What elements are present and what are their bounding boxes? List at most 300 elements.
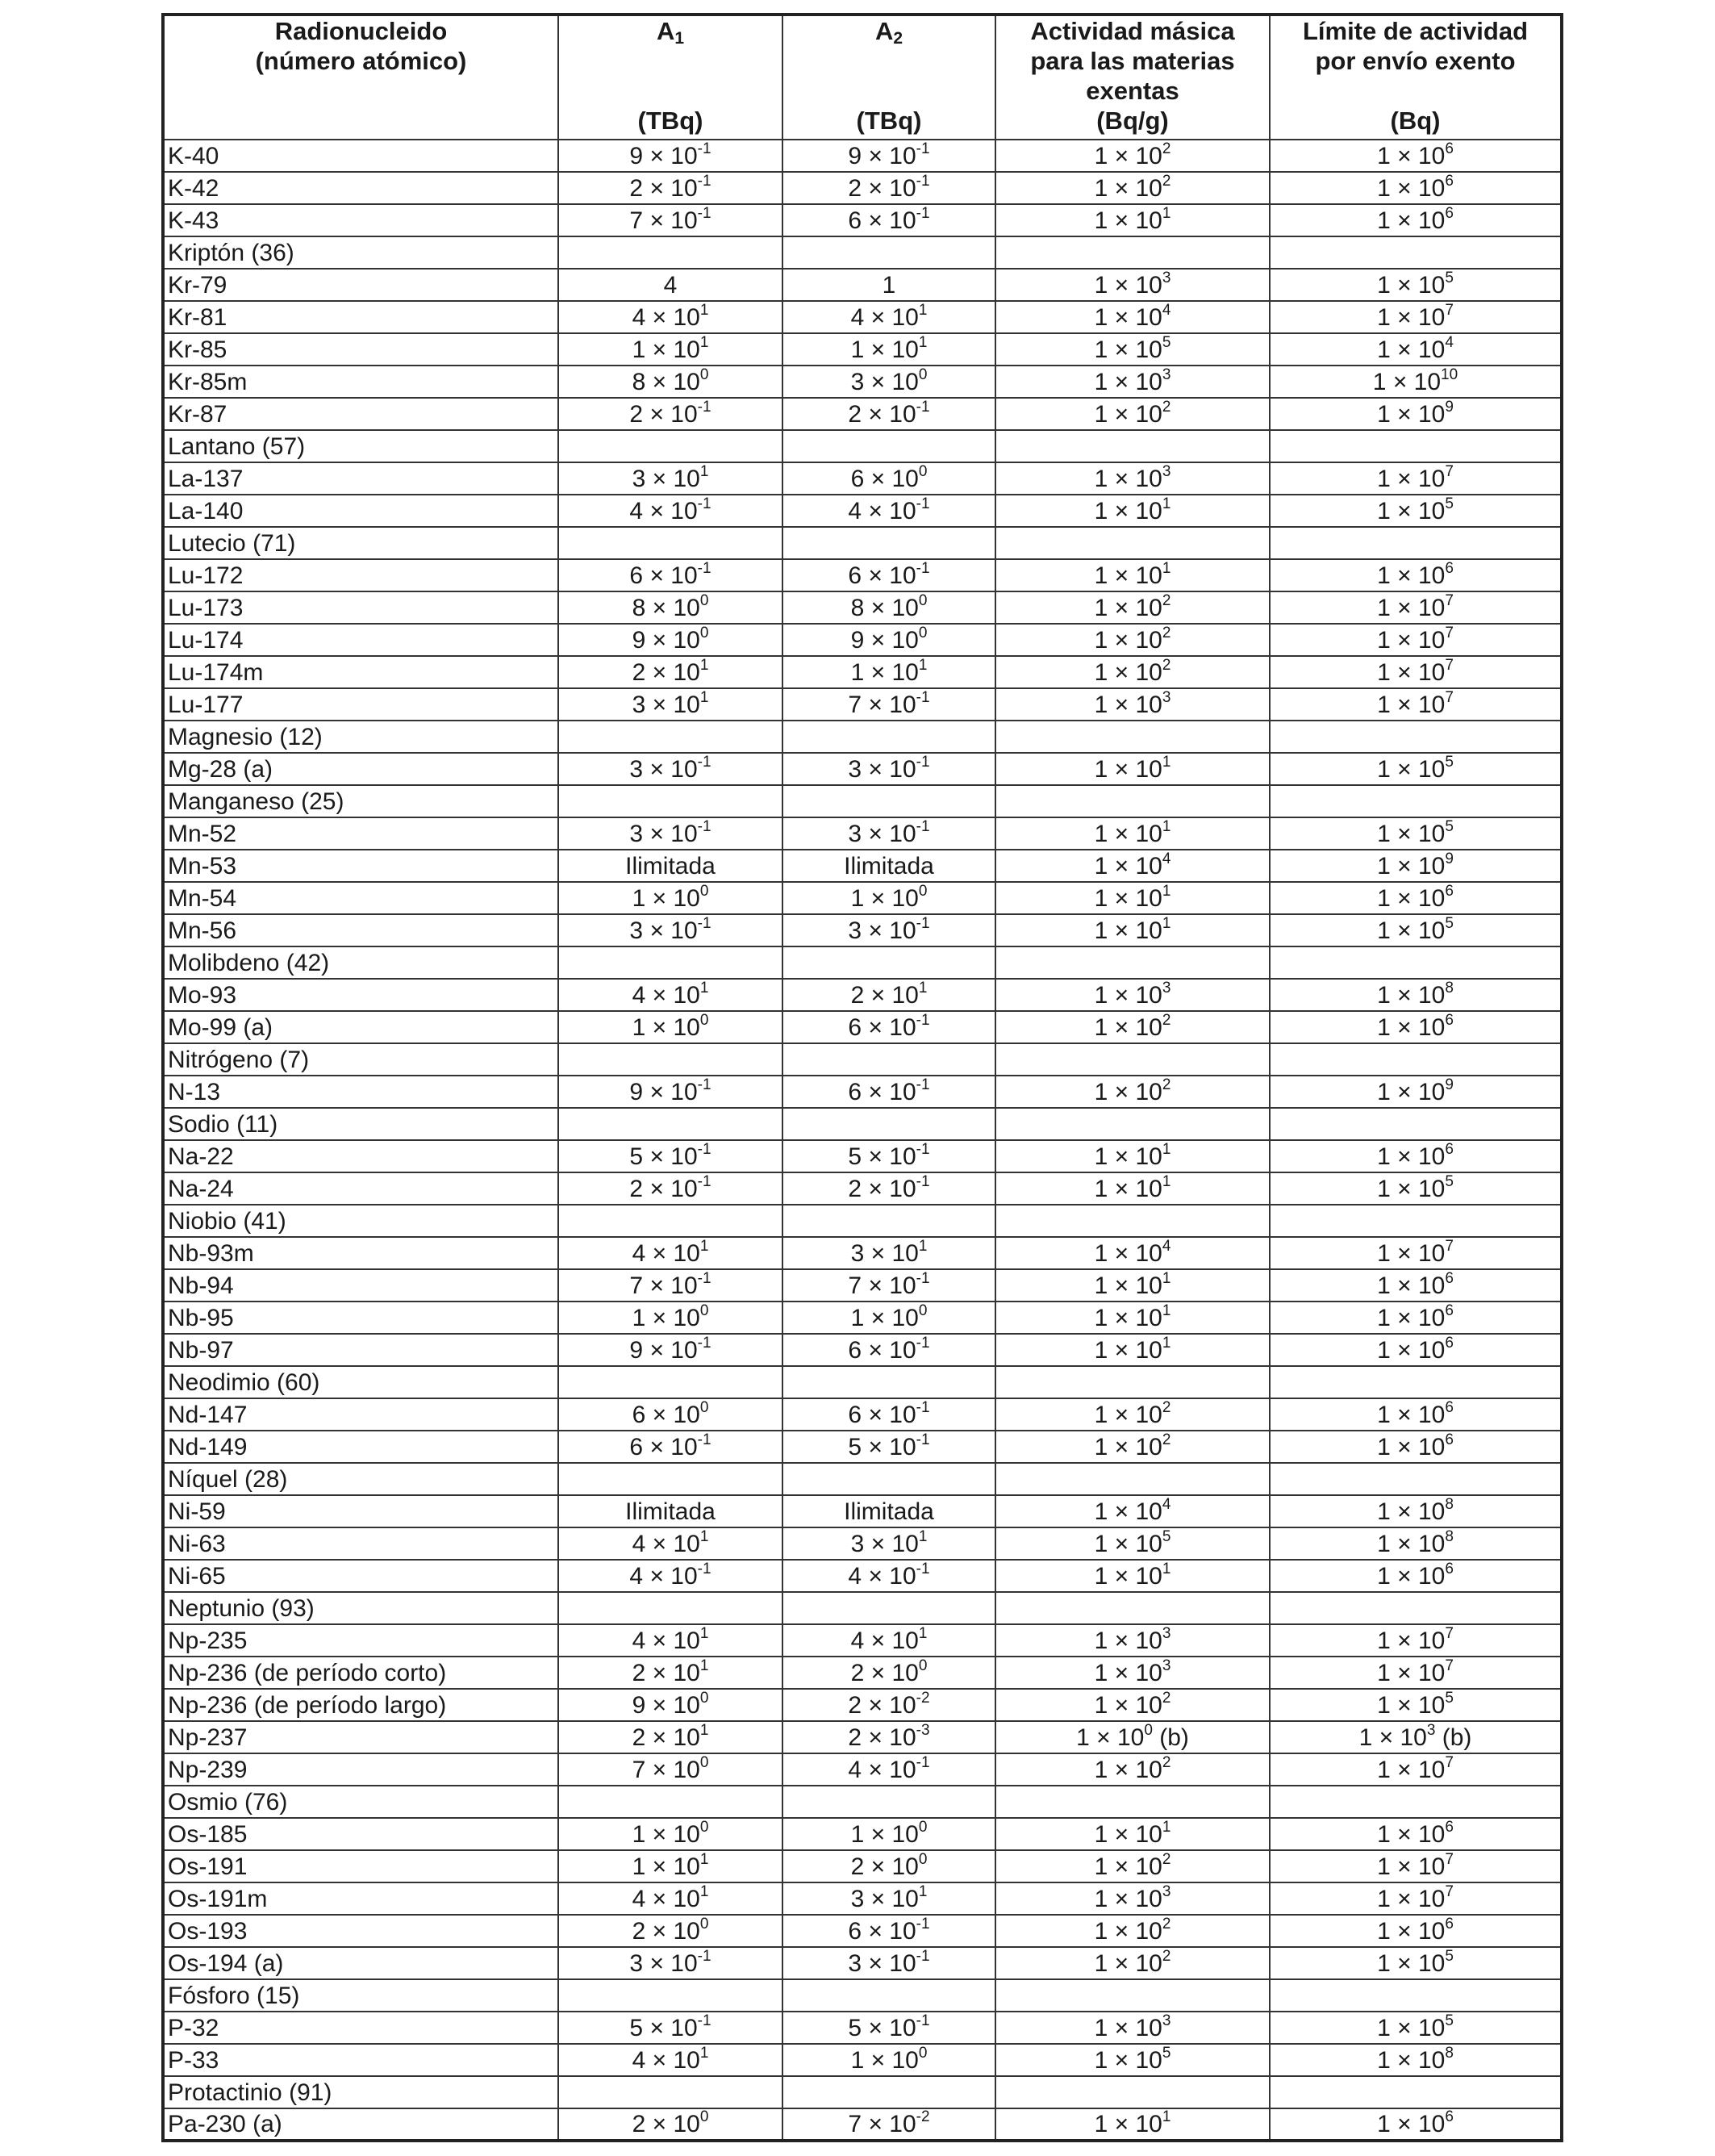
mass-activity-cell: $1 \times 10^0$ (b) bbox=[995, 1721, 1270, 1753]
a2-cell: $6 \times 10^{-1}$ bbox=[782, 1076, 995, 1108]
header-mass-line: exentas bbox=[1086, 77, 1179, 105]
a2-cell: $1 \times 10^1$ bbox=[782, 656, 995, 688]
nuclide-cell: Osmio (76) bbox=[163, 1786, 558, 1818]
mass-activity-cell: $1 \times 10^1$ bbox=[995, 1269, 1270, 1302]
table-row bbox=[163, 1076, 1562, 1108]
table-row bbox=[163, 1527, 1562, 1560]
nuclide-cell: Mo-99 (a) bbox=[163, 1011, 558, 1043]
a1-cell: $7 \times 10^0$ bbox=[558, 1753, 782, 1786]
mass-activity-cell: $1 \times 10^4$ bbox=[995, 301, 1270, 333]
mass-activity-cell: $1 \times 10^3$ bbox=[995, 979, 1270, 1011]
a2-cell: $3 \times 10^1$ bbox=[782, 1527, 995, 1560]
activity-limit-cell: $1 \times 10^5$ bbox=[1270, 753, 1562, 785]
table-row bbox=[163, 1882, 1562, 1915]
a1-cell bbox=[558, 527, 782, 559]
nuclide-cell: Mg-28 (a) bbox=[163, 753, 558, 785]
a2-cell: $1 \times 10^1$ bbox=[782, 333, 995, 366]
nuclide-cell: Ni-59 bbox=[163, 1495, 558, 1527]
header-activity-limit bbox=[1270, 15, 1562, 140]
a1-cell: $2 \times 10^0$ bbox=[558, 2108, 782, 2141]
nuclide-cell: Os-191m bbox=[163, 1882, 558, 1915]
mass-activity-cell: $1 \times 10^2$ bbox=[995, 1076, 1270, 1108]
a2-cell bbox=[782, 1366, 995, 1398]
table-row bbox=[163, 140, 1562, 172]
mass-activity-cell: $1 \times 10^2$ bbox=[995, 1689, 1270, 1721]
a1-cell: $4 \times 10^{-1}$ bbox=[558, 495, 782, 527]
a1-cell: $6 \times 10^0$ bbox=[558, 1398, 782, 1431]
a2-cell: $7 \times 10^{-2}$ bbox=[782, 2108, 995, 2141]
a1-cell: $9 \times 10^{-1}$ bbox=[558, 1076, 782, 1108]
activity-limit-cell: $1 \times 10^7$ bbox=[1270, 301, 1562, 333]
a2-cell: 1 bbox=[782, 269, 995, 301]
activity-limit-cell: $1 \times 10^7$ bbox=[1270, 1624, 1562, 1657]
nuclide-cell: Lu-173 bbox=[163, 591, 558, 624]
a2-cell: $6 \times 10^0$ bbox=[782, 462, 995, 495]
table-row bbox=[163, 914, 1562, 946]
activity-limit-cell bbox=[1270, 1786, 1562, 1818]
activity-limit-cell bbox=[1270, 1592, 1562, 1624]
nuclide-cell: Ni-65 bbox=[163, 1560, 558, 1592]
a1-cell: $8 \times 10^0$ bbox=[558, 591, 782, 624]
table-row bbox=[163, 1302, 1562, 1334]
element-group-row bbox=[163, 1979, 1562, 2012]
nuclide-cell: Kriptón (36) bbox=[163, 236, 558, 269]
header-limit-line: Límite de actividad bbox=[1302, 17, 1529, 45]
a2-cell: $4 \times 10^1$ bbox=[782, 301, 995, 333]
a1-cell: $6 \times 10^{-1}$ bbox=[558, 559, 782, 591]
activity-limit-cell: $1 \times 10^6$ bbox=[1270, 1302, 1562, 1334]
mass-activity-cell: $1 \times 10^2$ bbox=[995, 140, 1270, 172]
a2-cell: $4 \times 10^{-1}$ bbox=[782, 1753, 995, 1786]
activity-limit-cell: $1 \times 10^6$ bbox=[1270, 1334, 1562, 1366]
a1-cell bbox=[558, 1205, 782, 1237]
mass-activity-cell bbox=[995, 1366, 1270, 1398]
activity-limit-cell: $1 \times 10^5$ bbox=[1270, 2012, 1562, 2044]
activity-limit-cell bbox=[1270, 1205, 1562, 1237]
table-row bbox=[163, 1947, 1562, 1979]
a1-cell: $7 \times 10^{-1}$ bbox=[558, 1269, 782, 1302]
activity-limit-cell bbox=[1270, 1108, 1562, 1140]
a2-cell: $3 \times 10^{-1}$ bbox=[782, 753, 995, 785]
mass-activity-cell: $1 \times 10^1$ bbox=[995, 753, 1270, 785]
activity-limit-cell: $1 \times 10^6$ bbox=[1270, 1269, 1562, 1302]
mass-activity-cell: $1 \times 10^2$ bbox=[995, 624, 1270, 656]
nuclide-cell: Níquel (28) bbox=[163, 1463, 558, 1495]
a2-cell: $2 \times 10^1$ bbox=[782, 979, 995, 1011]
activity-limit-cell: $1 \times 10^7$ bbox=[1270, 624, 1562, 656]
table-row bbox=[163, 462, 1562, 495]
element-group-row bbox=[163, 2076, 1562, 2108]
activity-limit-cell: $1 \times 10^6$ bbox=[1270, 204, 1562, 236]
nuclide-cell: Niobio (41) bbox=[163, 1205, 558, 1237]
mass-activity-cell: $1 \times 10^1$ bbox=[995, 914, 1270, 946]
nuclide-cell: N-13 bbox=[163, 1076, 558, 1108]
mass-activity-cell: $1 \times 10^3$ bbox=[995, 1657, 1270, 1689]
table-row bbox=[163, 1237, 1562, 1269]
element-group-row bbox=[163, 1043, 1562, 1076]
nuclide-cell: Na-24 bbox=[163, 1172, 558, 1205]
a2-cell: $6 \times 10^{-1}$ bbox=[782, 1334, 995, 1366]
a2-cell: $1 \times 10^0$ bbox=[782, 1302, 995, 1334]
a2-cell bbox=[782, 1205, 995, 1237]
activity-limit-cell bbox=[1270, 721, 1562, 753]
nuclide-cell: Molibdeno (42) bbox=[163, 946, 558, 979]
activity-limit-cell: $1 \times 10^6$ bbox=[1270, 2108, 1562, 2141]
a1-cell: $5 \times 10^{-1}$ bbox=[558, 2012, 782, 2044]
a2-cell bbox=[782, 1108, 995, 1140]
table-row bbox=[163, 591, 1562, 624]
a2-cell: $3 \times 10^{-1}$ bbox=[782, 817, 995, 850]
nuclide-cell: Np-235 bbox=[163, 1624, 558, 1657]
mass-activity-cell: $1 \times 10^3$ bbox=[995, 366, 1270, 398]
mass-activity-cell bbox=[995, 1592, 1270, 1624]
table-row bbox=[163, 2108, 1562, 2141]
activity-limit-cell bbox=[1270, 946, 1562, 979]
header-mass-activity bbox=[995, 15, 1270, 140]
activity-limit-cell: $1 \times 10^5$ bbox=[1270, 817, 1562, 850]
activity-limit-cell: $1 \times 10^5$ bbox=[1270, 1172, 1562, 1205]
nuclide-cell: Os-193 bbox=[163, 1915, 558, 1947]
a1-cell: $8 \times 10^0$ bbox=[558, 366, 782, 398]
table-row bbox=[163, 1850, 1562, 1882]
a2-cell: $3 \times 10^{-1}$ bbox=[782, 1947, 995, 1979]
nuclide-cell: Kr-87 bbox=[163, 398, 558, 430]
activity-limit-cell: $1 \times 10^8$ bbox=[1270, 979, 1562, 1011]
element-group-row bbox=[163, 527, 1562, 559]
nuclide-cell: Mn-54 bbox=[163, 882, 558, 914]
a2-cell bbox=[782, 1979, 995, 2012]
activity-limit-cell bbox=[1270, 527, 1562, 559]
activity-limit-cell: $1 \times 10^9$ bbox=[1270, 850, 1562, 882]
nuclide-cell: Protactinio (91) bbox=[163, 2076, 558, 2108]
activity-limit-cell: $1 \times 10^5$ bbox=[1270, 269, 1562, 301]
header-limit-line: por envío exento bbox=[1315, 47, 1516, 75]
table-body bbox=[163, 140, 1562, 2141]
activity-limit-cell: $1 \times 10^3$ (b) bbox=[1270, 1721, 1562, 1753]
header-nuclide bbox=[163, 15, 558, 140]
table-row bbox=[163, 656, 1562, 688]
nuclide-cell: Lu-177 bbox=[163, 688, 558, 721]
a1-cell: $9 \times 10^{-1}$ bbox=[558, 140, 782, 172]
nuclide-cell: Lu-174 bbox=[163, 624, 558, 656]
a1-cell: $4 \times 10^1$ bbox=[558, 1624, 782, 1657]
a1-cell: $4 \times 10^1$ bbox=[558, 1527, 782, 1560]
nuclide-cell: Fósforo (15) bbox=[163, 1979, 558, 2012]
nuclide-cell: Os-194 (a) bbox=[163, 1947, 558, 1979]
a2-cell: $2 \times 10^{-1}$ bbox=[782, 398, 995, 430]
activity-limit-cell: $1 \times 10^6$ bbox=[1270, 1431, 1562, 1463]
a2-cell: $7 \times 10^{-1}$ bbox=[782, 1269, 995, 1302]
nuclide-cell: La-137 bbox=[163, 462, 558, 495]
a2-cell bbox=[782, 236, 995, 269]
mass-activity-cell: $1 \times 10^2$ bbox=[995, 1431, 1270, 1463]
a2-cell bbox=[782, 721, 995, 753]
nuclide-cell: Os-191 bbox=[163, 1850, 558, 1882]
mass-activity-cell bbox=[995, 527, 1270, 559]
a2-cell: $3 \times 10^0$ bbox=[782, 366, 995, 398]
activity-limit-cell: $1 \times 10^7$ bbox=[1270, 1237, 1562, 1269]
mass-activity-cell: $1 \times 10^2$ bbox=[995, 656, 1270, 688]
table-row bbox=[163, 1495, 1562, 1527]
activity-limit-cell: $1 \times 10^8$ bbox=[1270, 2044, 1562, 2076]
nuclide-cell: Mn-56 bbox=[163, 914, 558, 946]
a1-cell: $3 \times 10^{-1}$ bbox=[558, 914, 782, 946]
table-row bbox=[163, 1689, 1562, 1721]
a2-cell: $7 \times 10^{-1}$ bbox=[782, 688, 995, 721]
nuclide-cell: Nb-94 bbox=[163, 1269, 558, 1302]
table-row bbox=[163, 398, 1562, 430]
mass-activity-cell: $1 \times 10^1$ bbox=[995, 495, 1270, 527]
table-row bbox=[163, 1721, 1562, 1753]
activity-limit-cell: $1 \times 10^5$ bbox=[1270, 1689, 1562, 1721]
table-row bbox=[163, 1334, 1562, 1366]
nuclide-cell: Nb-97 bbox=[163, 1334, 558, 1366]
table-row bbox=[163, 1140, 1562, 1172]
mass-activity-cell: $1 \times 10^1$ bbox=[995, 1302, 1270, 1334]
table-row bbox=[163, 688, 1562, 721]
a1-cell: $9 \times 10^0$ bbox=[558, 624, 782, 656]
a2-cell: $6 \times 10^{-1}$ bbox=[782, 1011, 995, 1043]
mass-activity-cell: $1 \times 10^2$ bbox=[995, 1915, 1270, 1947]
table-row bbox=[163, 559, 1562, 591]
mass-activity-cell: $1 \times 10^3$ bbox=[995, 1882, 1270, 1915]
table-row bbox=[163, 495, 1562, 527]
nuclide-cell: Nb-93m bbox=[163, 1237, 558, 1269]
radionuclide-table bbox=[161, 13, 1563, 2142]
header-a1-symbol: $A_1$ bbox=[656, 17, 685, 48]
nuclide-cell: P-32 bbox=[163, 2012, 558, 2044]
table-row bbox=[163, 301, 1562, 333]
table-row bbox=[163, 269, 1562, 301]
mass-activity-cell bbox=[995, 2076, 1270, 2108]
activity-limit-cell: $1 \times 10^8$ bbox=[1270, 1527, 1562, 1560]
a1-cell bbox=[558, 236, 782, 269]
activity-limit-cell: $1 \times 10^4$ bbox=[1270, 333, 1562, 366]
element-group-row bbox=[163, 1108, 1562, 1140]
a1-cell: $1 \times 10^0$ bbox=[558, 1302, 782, 1334]
mass-activity-cell: $1 \times 10^1$ bbox=[995, 204, 1270, 236]
table-row bbox=[163, 1269, 1562, 1302]
a2-cell: $2 \times 10^{-3}$ bbox=[782, 1721, 995, 1753]
a1-cell: $7 \times 10^{-1}$ bbox=[558, 204, 782, 236]
a2-cell: $2 \times 10^0$ bbox=[782, 1657, 995, 1689]
nuclide-cell: La-140 bbox=[163, 495, 558, 527]
a1-cell: $2 \times 10^{-1}$ bbox=[558, 398, 782, 430]
nuclide-cell: Lantano (57) bbox=[163, 430, 558, 462]
element-group-row bbox=[163, 236, 1562, 269]
table-row bbox=[163, 333, 1562, 366]
a2-cell: Ilimitada bbox=[782, 850, 995, 882]
table-row bbox=[163, 366, 1562, 398]
a2-cell: $4 \times 10^1$ bbox=[782, 1624, 995, 1657]
a1-cell: Ilimitada bbox=[558, 1495, 782, 1527]
table-row bbox=[163, 1398, 1562, 1431]
table-row bbox=[163, 882, 1562, 914]
header-nuclide-line: Radionucleido bbox=[274, 17, 448, 45]
header-limit-unit: (Bq) bbox=[1390, 107, 1441, 135]
a1-cell bbox=[558, 1463, 782, 1495]
a1-cell: $4 \times 10^1$ bbox=[558, 1237, 782, 1269]
mass-activity-cell: $1 \times 10^3$ bbox=[995, 1624, 1270, 1657]
table-row bbox=[163, 1172, 1562, 1205]
activity-limit-cell: $1 \times 10^6$ bbox=[1270, 1140, 1562, 1172]
activity-limit-cell: $1 \times 10^7$ bbox=[1270, 1657, 1562, 1689]
a1-cell bbox=[558, 430, 782, 462]
element-group-row bbox=[163, 430, 1562, 462]
a2-cell: $6 \times 10^{-1}$ bbox=[782, 204, 995, 236]
table-row bbox=[163, 172, 1562, 204]
a2-cell bbox=[782, 946, 995, 979]
activity-limit-cell: $1 \times 10^7$ bbox=[1270, 656, 1562, 688]
table-row bbox=[163, 204, 1562, 236]
a1-cell: $3 \times 10^{-1}$ bbox=[558, 1947, 782, 1979]
header-a1 bbox=[558, 15, 782, 140]
mass-activity-cell: $1 \times 10^4$ bbox=[995, 1237, 1270, 1269]
nuclide-cell: Neptunio (93) bbox=[163, 1592, 558, 1624]
nuclide-cell: Np-239 bbox=[163, 1753, 558, 1786]
activity-limit-cell: $1 \times 10^6$ bbox=[1270, 1398, 1562, 1431]
nuclide-cell: Neodimio (60) bbox=[163, 1366, 558, 1398]
activity-limit-cell: $1 \times 10^6$ bbox=[1270, 1915, 1562, 1947]
header-row bbox=[163, 15, 1562, 140]
a1-cell bbox=[558, 785, 782, 817]
mass-activity-cell bbox=[995, 1463, 1270, 1495]
mass-activity-cell: $1 \times 10^3$ bbox=[995, 688, 1270, 721]
activity-limit-cell: $1 \times 10^6$ bbox=[1270, 559, 1562, 591]
table-row bbox=[163, 1657, 1562, 1689]
a2-cell: $8 \times 10^0$ bbox=[782, 591, 995, 624]
a2-cell: $6 \times 10^{-1}$ bbox=[782, 559, 995, 591]
a2-cell: Ilimitada bbox=[782, 1495, 995, 1527]
nuclide-cell: Ni-63 bbox=[163, 1527, 558, 1560]
a1-cell bbox=[558, 1366, 782, 1398]
element-group-row bbox=[163, 1205, 1562, 1237]
a1-cell: $4 \times 10^1$ bbox=[558, 2044, 782, 2076]
a2-cell: $4 \times 10^{-1}$ bbox=[782, 495, 995, 527]
mass-activity-cell: $1 \times 10^4$ bbox=[995, 1495, 1270, 1527]
a1-cell: $5 \times 10^{-1}$ bbox=[558, 1140, 782, 1172]
mass-activity-cell bbox=[995, 946, 1270, 979]
a2-cell: $1 \times 10^0$ bbox=[782, 2044, 995, 2076]
mass-activity-cell: $1 \times 10^1$ bbox=[995, 817, 1270, 850]
a2-cell: $5 \times 10^{-1}$ bbox=[782, 2012, 995, 2044]
nuclide-cell: Kr-85 bbox=[163, 333, 558, 366]
nuclide-cell: Nd-147 bbox=[163, 1398, 558, 1431]
a1-cell: $9 \times 10^0$ bbox=[558, 1689, 782, 1721]
mass-activity-cell: $1 \times 10^3$ bbox=[995, 2012, 1270, 2044]
mass-activity-cell bbox=[995, 785, 1270, 817]
a2-cell: $3 \times 10^{-1}$ bbox=[782, 914, 995, 946]
a2-cell: $5 \times 10^{-1}$ bbox=[782, 1140, 995, 1172]
element-group-row bbox=[163, 1786, 1562, 1818]
nuclide-cell: K-40 bbox=[163, 140, 558, 172]
mass-activity-cell bbox=[995, 1786, 1270, 1818]
a1-cell bbox=[558, 2076, 782, 2108]
mass-activity-cell: $1 \times 10^1$ bbox=[995, 1560, 1270, 1592]
nuclide-cell: Manganeso (25) bbox=[163, 785, 558, 817]
element-group-row bbox=[163, 785, 1562, 817]
nuclide-cell: Nd-149 bbox=[163, 1431, 558, 1463]
activity-limit-cell: $1 \times 10^5$ bbox=[1270, 495, 1562, 527]
header-mass-line: para las materias bbox=[1030, 47, 1235, 75]
nuclide-cell: Sodio (11) bbox=[163, 1108, 558, 1140]
a1-cell: $4 \times 10^1$ bbox=[558, 301, 782, 333]
mass-activity-cell: $1 \times 10^4$ bbox=[995, 850, 1270, 882]
header-nuclide-line: (número atómico) bbox=[255, 47, 467, 75]
activity-limit-cell bbox=[1270, 2076, 1562, 2108]
nuclide-cell: Np-237 bbox=[163, 1721, 558, 1753]
activity-limit-cell: $1 \times 10^7$ bbox=[1270, 462, 1562, 495]
activity-limit-cell: $1 \times 10^6$ bbox=[1270, 882, 1562, 914]
a2-cell: $1 \times 10^0$ bbox=[782, 1818, 995, 1850]
a1-cell bbox=[558, 1979, 782, 2012]
a1-cell: $3 \times 10^{-1}$ bbox=[558, 817, 782, 850]
header-a1-unit: (TBq) bbox=[637, 107, 703, 135]
nuclide-cell: Mo-93 bbox=[163, 979, 558, 1011]
a1-cell: $2 \times 10^{-1}$ bbox=[558, 172, 782, 204]
activity-limit-cell: $1 \times 10^5$ bbox=[1270, 1947, 1562, 1979]
activity-limit-cell: $1 \times 10^6$ bbox=[1270, 1818, 1562, 1850]
table-row bbox=[163, 1753, 1562, 1786]
a1-cell bbox=[558, 1108, 782, 1140]
header-a2-unit: (TBq) bbox=[856, 107, 922, 135]
a2-cell: $6 \times 10^{-1}$ bbox=[782, 1915, 995, 1947]
a2-cell: $6 \times 10^{-1}$ bbox=[782, 1398, 995, 1431]
a1-cell: $4 \times 10^1$ bbox=[558, 1882, 782, 1915]
a1-cell bbox=[558, 1043, 782, 1076]
a2-cell bbox=[782, 785, 995, 817]
mass-activity-cell bbox=[995, 1043, 1270, 1076]
activity-limit-cell bbox=[1270, 1043, 1562, 1076]
mass-activity-cell: $1 \times 10^2$ bbox=[995, 1947, 1270, 1979]
header-a2-symbol: $A_2$ bbox=[874, 17, 903, 48]
nuclide-cell: Kr-85m bbox=[163, 366, 558, 398]
a1-cell: $6 \times 10^{-1}$ bbox=[558, 1431, 782, 1463]
header-mass-line: Actividad másica bbox=[1030, 17, 1235, 45]
mass-activity-cell: $1 \times 10^1$ bbox=[995, 1140, 1270, 1172]
a1-cell: $2 \times 10^1$ bbox=[558, 1721, 782, 1753]
element-group-row bbox=[163, 946, 1562, 979]
a2-cell: $2 \times 10^{-1}$ bbox=[782, 172, 995, 204]
a2-cell bbox=[782, 1592, 995, 1624]
mass-activity-cell: $1 \times 10^1$ bbox=[995, 1818, 1270, 1850]
mass-activity-cell: $1 \times 10^3$ bbox=[995, 462, 1270, 495]
table-row bbox=[163, 624, 1562, 656]
mass-activity-cell: $1 \times 10^2$ bbox=[995, 1011, 1270, 1043]
a2-cell: $9 \times 10^0$ bbox=[782, 624, 995, 656]
activity-limit-cell bbox=[1270, 430, 1562, 462]
mass-activity-cell: $1 \times 10^5$ bbox=[995, 2044, 1270, 2076]
mass-activity-cell: $1 \times 10^1$ bbox=[995, 882, 1270, 914]
a2-cell bbox=[782, 2076, 995, 2108]
activity-limit-cell bbox=[1270, 236, 1562, 269]
activity-limit-cell: $1 \times 10^8$ bbox=[1270, 1495, 1562, 1527]
activity-limit-cell: $1 \times 10^7$ bbox=[1270, 591, 1562, 624]
a1-cell: $9 \times 10^{-1}$ bbox=[558, 1334, 782, 1366]
table-row bbox=[163, 817, 1562, 850]
nuclide-cell: Pa-230 (a) bbox=[163, 2108, 558, 2141]
activity-limit-cell bbox=[1270, 1463, 1562, 1495]
activity-limit-cell: $1 \times 10^6$ bbox=[1270, 1011, 1562, 1043]
table-row bbox=[163, 2012, 1562, 2044]
table-row bbox=[163, 1915, 1562, 1947]
activity-limit-cell bbox=[1270, 1366, 1562, 1398]
activity-limit-cell: $1 \times 10^5$ bbox=[1270, 914, 1562, 946]
nuclide-cell: Kr-81 bbox=[163, 301, 558, 333]
activity-limit-cell bbox=[1270, 1979, 1562, 2012]
nuclide-cell: K-42 bbox=[163, 172, 558, 204]
a1-cell: $3 \times 10^1$ bbox=[558, 688, 782, 721]
